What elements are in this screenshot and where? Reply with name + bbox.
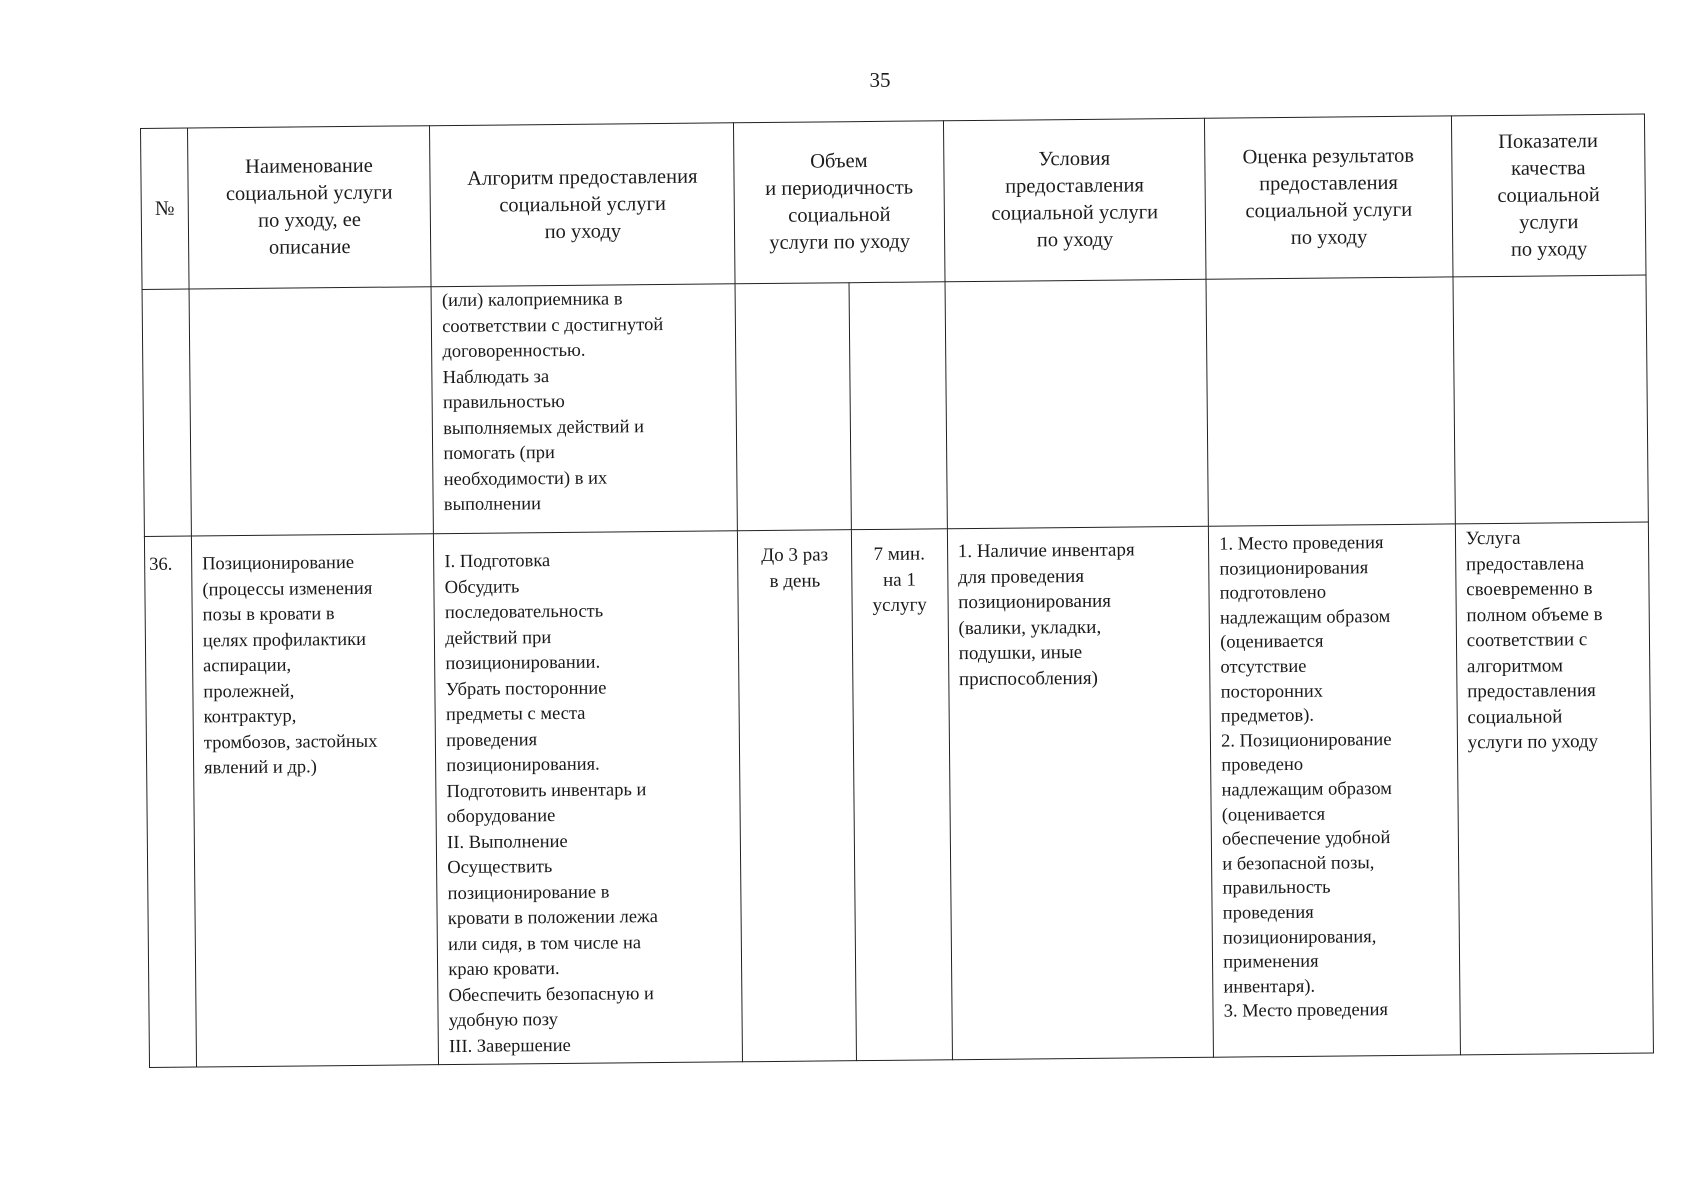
table-row-continuation [142,275,1648,536]
cell-name [189,287,434,536]
header-row [141,114,1646,289]
cell-algorithm: I. Подготовка Обсудить последовательность действий при позиционировании. Убрать посторонние предметы с места проведения позиционирования. Подготовить инвентарь и оборудование II. Выполнение Осуществить позиционирование в кровати в положении лежа или сидя, в том числе на краю кровати. Обеспечить безопасную и удобную позу III. Завершение [434,531,743,1065]
cell-evaluation [1206,277,1455,526]
cell-frequency [735,283,851,531]
cell-frequency: До 3 раз в день [738,530,856,1062]
header-conditions: Условия предоставления социальной услуги по уходу [943,118,1206,282]
header-evaluation: Оценка результатов предоставления социальной услуги по уходу [1205,116,1453,279]
cell-conditions [945,279,1209,528]
services-table [140,114,1654,1068]
cell-num [142,289,191,536]
cell-quality [1453,275,1649,524]
header-volume: Объем и периодичность социальной услуги по уходу [734,121,945,284]
cell-num: 36. [144,536,196,1067]
header-name: Наименование социальной услуги по уходу, ее описание [187,126,431,289]
page-number: 35 [869,68,891,92]
cell-quality: Услуга предоставлена своевременно в полном объеме в соответствии с алгоритмом предоставления социальной услуги по уходу [1455,522,1653,1055]
cell-conditions: 1. Наличие инвентаря для проведения позиционирования (валики, укладки, подушки, иные приспособления) [947,526,1214,1059]
cell-duration: 7 мин. на 1 услугу [851,529,952,1061]
header-algorithm: Алгоритм предоставления социальной услуги по уходу [430,123,736,287]
table-row-36 [144,522,1653,1067]
header-quality: Показатели качества социальной услуги по уходу [1451,114,1646,277]
cell-name: Позиционирование (процессы изменения позы в кровати в целях профилактики аспирации, пролежней, контрактур, тромбозов, застойных явлений и др.) [191,534,438,1067]
cell-evaluation: 1. Место проведения позиционирования подготовлено надлежащим образом (оценивается отсутствие посторонних предметов). 2. Позиционирование проведено надлежащим образом (оценивается обеспечение удобной и безопасной позы, правильность проведения позиционирования, применения инвентаря). 3. Место проведения [1209,524,1461,1057]
header-num: № [141,128,189,289]
cell-algorithm: (или) калоприемника в соответствии с достигнутой договоренностью. Наблюдать за правильностью выполняемых действий и помогать (при необходимости) в их выполнении [431,284,738,534]
cell-duration [849,282,947,530]
